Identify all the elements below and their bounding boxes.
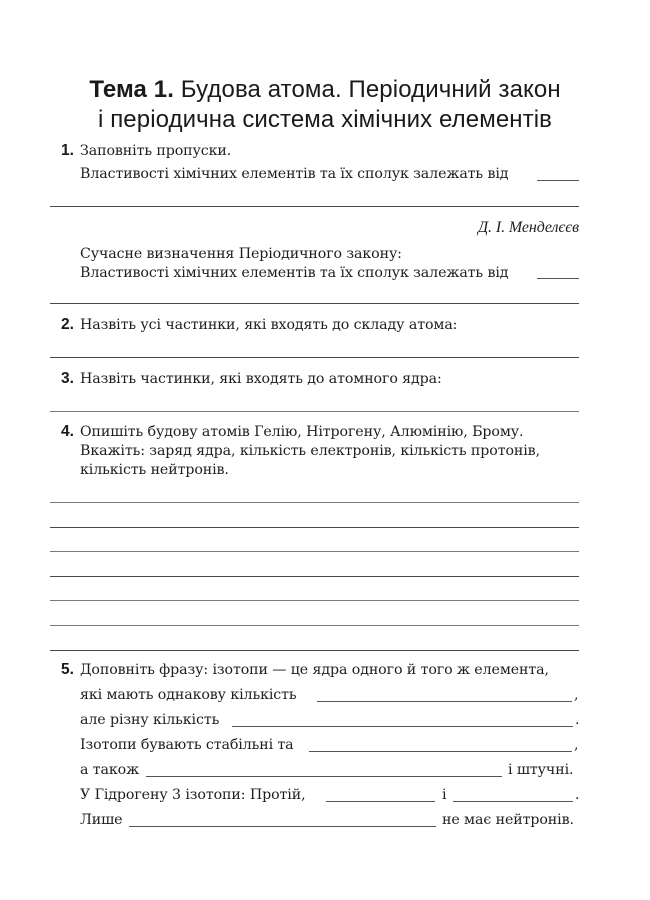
task-5-blank-different-count[interactable]	[232, 726, 573, 727]
task-4-answer-line[interactable]	[50, 527, 579, 528]
task-4-answer-line[interactable]	[50, 600, 579, 601]
task-5-line-5-suffix: і штучні.	[508, 762, 574, 778]
task-5-line-1: Доповніть фразу: ізотопи — це ядра одного й того ж елемента,	[80, 662, 549, 678]
task-1-statement-1: Властивості хімічних елементів та їх сполук залежать від	[80, 166, 509, 182]
task-4-answer-line[interactable]	[50, 625, 579, 626]
task-5-line-6-suffix: .	[575, 787, 580, 803]
task-5-blank-isotope-type[interactable]	[309, 751, 572, 752]
task-4-answer-line[interactable]	[50, 576, 579, 577]
task-3-text: Назвіть частинки, які входять до атомного ядра:	[80, 371, 442, 387]
task-1-answer-line-2[interactable]	[50, 303, 579, 304]
task-1-number: 1.	[61, 142, 74, 159]
task-1-statement-2: Властивості хімічних елементів та їх сполук залежать від	[80, 265, 509, 281]
task-4-answer-line[interactable]	[50, 650, 579, 651]
task-5-line-6-prefix: У Гідрогену 3 ізотопи: Протій,	[80, 787, 306, 803]
task-5-blank-no-neutrons[interactable]	[129, 826, 436, 827]
task-1-instruction: Заповніть пропуски.	[80, 143, 232, 159]
task-1-blank-1[interactable]	[537, 180, 579, 181]
title-topic-number: Тема 1.	[89, 76, 174, 103]
task-4-number: 4.	[61, 423, 74, 440]
task-1-modern-heading: Сучасне визначення Періодичного закону:	[80, 246, 402, 262]
page-title	[0, 75, 650, 105]
task-4-line-2: Вкажіть: заряд ядра, кількість електронів, кількість протонів,	[80, 443, 540, 459]
task-5-line-7-prefix: Лише	[80, 812, 123, 828]
author-attribution: Д. І. Менделєєв	[477, 219, 579, 236]
task-5-line-3-suffix: .	[575, 712, 580, 728]
task-4-answer-line[interactable]	[50, 502, 579, 503]
task-5-blank-also[interactable]	[146, 776, 502, 777]
task-5-line-6-middle: і	[442, 787, 447, 803]
title-line1: Будова атома. Періодичний закон	[180, 76, 561, 103]
task-2-answer-line[interactable]	[50, 357, 579, 358]
task-5-line-3-prefix: але різну кількість	[80, 712, 220, 728]
task-1-blank-2[interactable]	[537, 278, 579, 279]
task-5-blank-isotope-2[interactable]	[326, 801, 435, 802]
task-3-number: 3.	[61, 370, 74, 387]
task-4-line-3: кількість нейтронів.	[80, 462, 229, 478]
task-5-line-5-prefix: а також	[80, 762, 140, 778]
task-5-line-2-prefix: які мають однакову кількість	[80, 687, 297, 703]
task-4-answer-line[interactable]	[50, 551, 579, 552]
task-5-blank-isotope-3[interactable]	[453, 801, 573, 802]
task-5-line-4-suffix: ,	[574, 737, 579, 753]
task-3-answer-line[interactable]	[50, 411, 579, 412]
page-title-line2: і періодична система хімічних елементів	[98, 106, 552, 133]
task-5-line-7-suffix: не має нейтронів.	[442, 812, 574, 828]
task-5-line-2-suffix: ,	[574, 687, 579, 703]
task-2-text: Назвіть усі частинки, які входять до складу атома:	[80, 317, 458, 333]
task-5-number: 5.	[61, 661, 74, 678]
task-4-line-1: Опишіть будову атомів Гелію, Нітрогену, Алюмінію, Брому.	[80, 424, 524, 440]
task-2-number: 2.	[61, 316, 74, 333]
task-5-line-4-prefix: Ізотопи бувають стабільні та	[80, 737, 294, 753]
task-5-blank-same-count[interactable]	[317, 701, 572, 702]
task-1-answer-line-1[interactable]	[50, 206, 579, 207]
